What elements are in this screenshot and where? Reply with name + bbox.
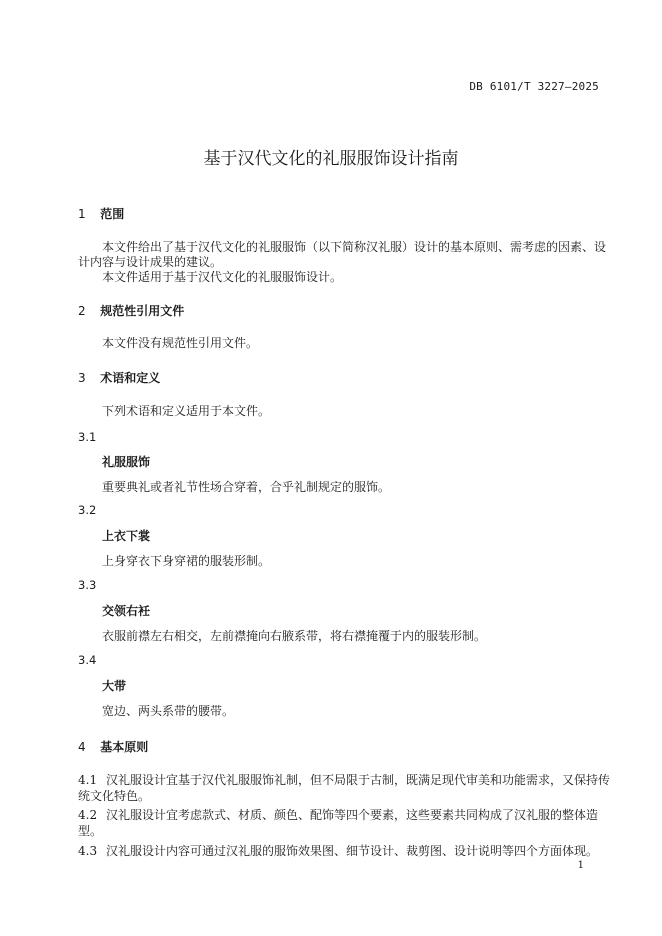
- section-heading-principles: [78, 738, 148, 755]
- term-definition: 衣服前襟左右相交，左前襟掩向右腋系带，将右襟掩覆于内的服装形制。: [102, 629, 487, 643]
- document-code: DB 6101/T 3227—2025: [469, 80, 599, 93]
- paragraph-line: 下列术语和定义适用于本文件。: [102, 404, 271, 418]
- clause-text: 汉礼服设计内容可通过汉礼服的服饰效果图、细节设计、裁剪图、设计说明等四个方面体现。: [106, 844, 599, 858]
- clause-text: 汉礼服设计宜基于汉代礼服服饰礼制，但不局限于古制，既满足现代审美和功能需求，又保持传: [106, 773, 611, 787]
- page-title: 基于汉代文化的礼服服饰设计指南: [203, 149, 459, 169]
- term-number: 3.2: [78, 503, 97, 517]
- section-heading-references: [78, 302, 184, 319]
- paragraph-line: 本文件给出了基于汉代文化的礼服服饰（以下简称汉礼服）设计的基本原则、需考虑的因素、设: [102, 240, 607, 254]
- paragraph-line: 计内容与设计成果的建议。: [78, 255, 223, 269]
- section-title: 基本原则: [100, 740, 149, 754]
- term-definition: 宽边、两头系带的腰带。: [102, 704, 235, 718]
- term-number: 3.1: [78, 430, 97, 444]
- clause-number: 4.1: [78, 773, 98, 787]
- clause-text: 汉礼服设计宜考虑款式、材质、颜色、配饰等四个要素，这些要素共同构成了汉礼服的整体造: [106, 808, 599, 822]
- term-number: 3.4: [78, 653, 97, 667]
- section-heading-scope: [78, 205, 124, 222]
- term-name: 交领右衽: [102, 604, 151, 618]
- term-name: 礼服服饰: [102, 455, 151, 469]
- clause-line: [78, 771, 610, 788]
- section-title: 范围: [100, 207, 125, 221]
- clause-line: 型。: [78, 824, 103, 838]
- term-name: 大带: [102, 679, 127, 693]
- clause-line: 统文化特色。: [78, 789, 151, 803]
- section-number: 4: [78, 740, 86, 754]
- term-number: 3.3: [78, 578, 97, 592]
- paragraph-line: 本文件适用于基于汉代文化的礼服服饰设计。: [102, 270, 343, 284]
- section-title: 规范性引用文件: [100, 304, 185, 318]
- paragraph-line: 本文件没有规范性引用文件。: [102, 336, 259, 350]
- term-definition: 重要典礼或者礼节性场合穿着，合乎礼制规定的服饰。: [102, 480, 391, 494]
- page-number: 1: [577, 860, 584, 871]
- section-heading-terms: [78, 369, 160, 386]
- section-number: 3: [78, 371, 86, 385]
- section-number: 2: [78, 304, 86, 318]
- clause-line: [78, 842, 598, 859]
- section-number: 1: [78, 207, 86, 221]
- clause-line: [78, 806, 598, 823]
- term-definition: 上身穿衣下身穿裙的服装形制。: [102, 554, 271, 568]
- clause-number: 4.3: [78, 844, 98, 858]
- section-title: 术语和定义: [100, 371, 161, 385]
- term-name: 上衣下裳: [102, 529, 151, 543]
- clause-number: 4.2: [78, 808, 98, 822]
